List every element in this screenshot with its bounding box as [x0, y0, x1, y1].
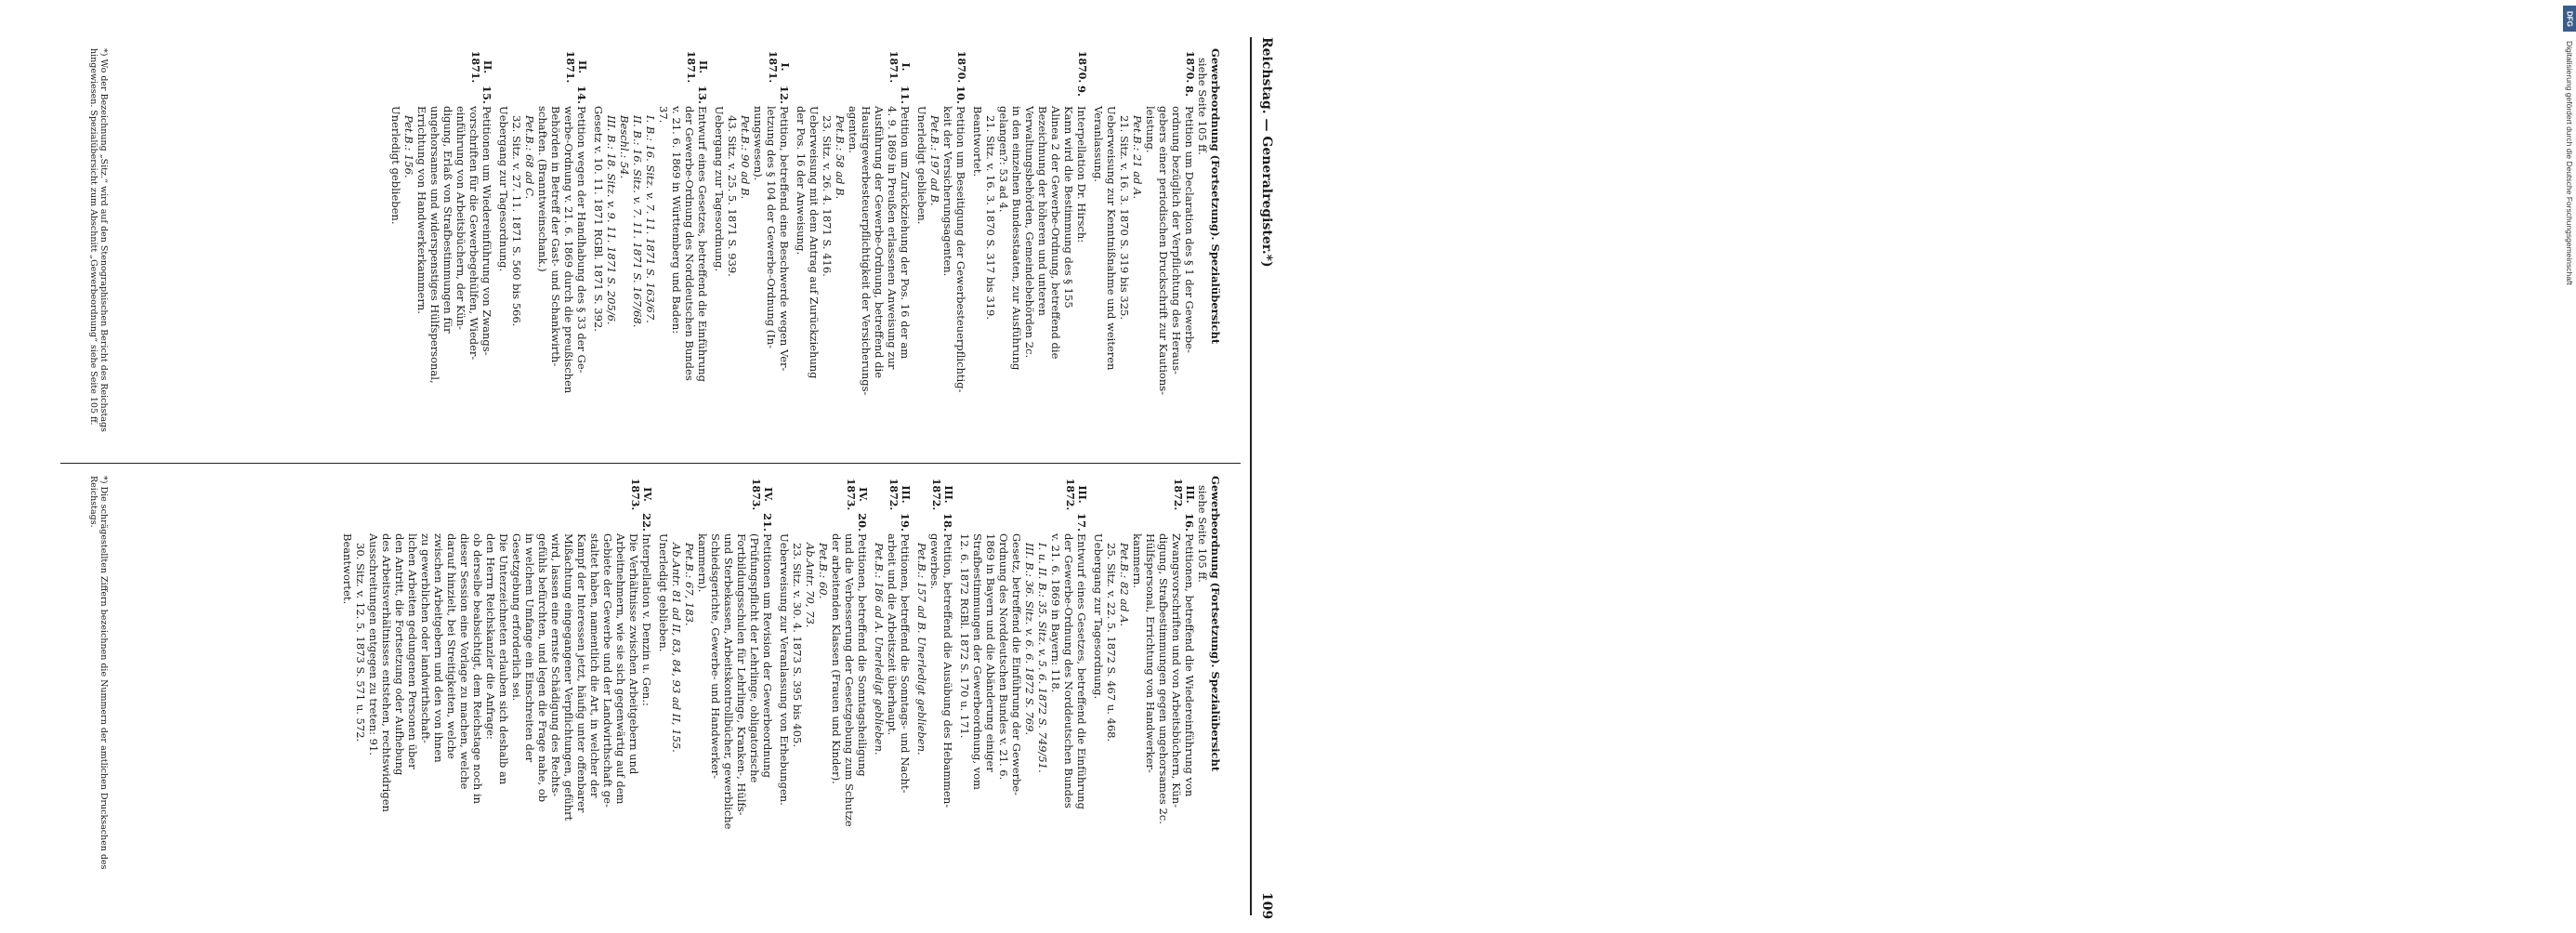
entry-line: Petition, betreffend eine Beschwerde wegen Ver-	[778, 106, 791, 372]
register-entry	[915, 476, 954, 848]
entry-line: Petition um Zurückziehung der Pos. 16 der am	[899, 106, 912, 360]
entry-line: 30. Sitz. v. 12. 5. 1873 S. 571 u. 572.	[354, 543, 367, 742]
dfg-logo-icon: DFG	[2563, 6, 2576, 32]
entry-line: ob derselbe beabsichtigt, dem Reichstage noch in	[471, 533, 484, 805]
entry-line: wird, lassen eine ernste Schädigung des Rechts-	[549, 533, 562, 797]
entry-line: Uebergang zur Tagesordnung.	[1092, 533, 1105, 700]
register-entry	[778, 476, 869, 848]
entry-date: 1870.	[1076, 50, 1088, 84]
column-intro-line: Gewerbeordnung (Fortsetzung). Spezialübersicht	[1209, 48, 1222, 345]
register-entry	[873, 476, 912, 848]
entry-line: Pet.B.: 21 ad A.	[1131, 115, 1144, 200]
entry-date: III. 1872.	[1064, 478, 1088, 511]
entry-line: der Gewerbe-Ordnung des Norddeutschen Bundes	[683, 106, 696, 381]
entry-line: I. B.: 16. Sitz. v. 7. 11. 1871 S. 163/67.	[644, 115, 657, 323]
entry-line: I. u. II. B.: 35. Sitz. v. 5. 6. 1872 S. 749/51.	[1036, 543, 1049, 773]
entry-date: II. 1871.	[685, 50, 709, 84]
entry-line: agenten.	[847, 106, 860, 153]
entry-line: Ueberweisung mit dem Antrag auf Zurückziehung	[808, 106, 821, 379]
column-divider	[60, 463, 1241, 464]
entry-line: v. 21. 6. 1869 in Württemberg und Baden:	[670, 106, 683, 335]
register-entry	[915, 48, 967, 420]
entry-body	[915, 106, 967, 420]
entry-line: 21. Sitz. v. 16. 3. 1870 S. 317 bis 319.	[984, 115, 997, 321]
entry-line: darauf hinzielt, bei Streitigkeiten, welche	[445, 533, 458, 759]
entry-date: I. 1871.	[887, 50, 912, 84]
entry-line: Pet.B.: 156.	[402, 115, 415, 178]
entry-body	[657, 533, 774, 848]
entry-number: 10.	[954, 85, 967, 105]
entry-line: Veranlassung.	[1092, 106, 1105, 182]
entry-line: 12. 6. 1872 RGBl. 1872 S. 170 u. 171.	[958, 533, 971, 739]
entry-line: 4. 9. 1869 in Preußen erlassenen Anweisung zur	[886, 106, 899, 370]
entry-line: Behörden in Betreff der Gast- und Schankwirth-	[549, 106, 562, 367]
entry-line: gelangen?: 53 ad 4.	[997, 106, 1010, 213]
entry-body	[1092, 533, 1196, 848]
register-entry	[1092, 476, 1196, 848]
entry-line: Schiedsgerichte, Gewerbe- und Handwerker-	[709, 533, 722, 780]
entry-body	[497, 106, 588, 420]
header-rule	[1250, 37, 1252, 915]
entry-line: 32. Sitz. v. 27. 11. 1871 S. 560 bis 566.	[510, 115, 523, 327]
entry-line: digung, Strafbestimmungen gegen ungehorsames 2c.	[1157, 533, 1170, 824]
entry-line: Beschl.: 54.	[618, 115, 631, 179]
entry-date: I. 1871.	[767, 50, 791, 84]
footnote-left: *) Wo der Bezeichnung „Sitz.“ wird auf den Stenographischen Bericht des Reichstags hingewiesen. Spezialübersicht zum Abschnitt „Gewerbeordnung“ siehe Seite 105 ff.	[88, 48, 109, 432]
entry-line: leistung.	[1144, 106, 1157, 153]
register-entry	[713, 48, 791, 420]
entry-number: 15.	[480, 85, 493, 105]
entry-line: werbe-Ordnung v. 21. 6. 1869 durch die preußischen	[562, 106, 575, 394]
entry-line: (Prüfungspflicht der Lehrlinge, obligatorische	[748, 533, 761, 783]
entry-line: Pet.B.: 68 ad C.	[523, 115, 536, 200]
running-header: Reichstag. — Generalregister.*)	[1259, 37, 1274, 268]
entry-number: 9.	[1075, 85, 1088, 98]
entry-line: Fortbildungsschulen für Lehrlinge, Kranken-, Hülfs-	[735, 533, 748, 816]
register-entry	[1092, 48, 1196, 420]
entry-line: Pet.B.: 197 ad B.	[928, 115, 941, 206]
entry-line: II. B.: 16. Sitz. v. 7. 11. 1871 S. 167/68.	[631, 115, 644, 328]
entry-line: der Gewerbe-Ordnung des Norddeutschen Bundes	[1062, 533, 1075, 808]
entry-line: Unerledigt geblieben.	[657, 533, 670, 652]
entry-body	[1092, 106, 1196, 420]
entry-line: vorschriften für die Gewerbegehülfen, Wieder-	[467, 106, 480, 361]
entry-date: III. 1872.	[1172, 478, 1196, 511]
entry-number: 19.	[899, 513, 912, 532]
entry-line: Petitionen um Revision der Gewerbeordnung	[761, 533, 774, 778]
entry-line: 23. Sitz. v. 30. 4. 1873 S. 395 bis 405.	[791, 543, 804, 748]
entry-body	[389, 106, 493, 420]
entry-line: 23. Sitz. v. 26. 4. 1871 S. 416.	[821, 115, 834, 277]
entry-line: III. B.: 36. Sitz. v. 6. 6. 1872 S. 769.	[1023, 543, 1036, 736]
register-entry	[497, 48, 588, 420]
entry-line: Ausschreitungen entgegen zu treten: 91.	[367, 533, 380, 756]
entry-line: digung, Erlaß von Strafbestimmungen für	[441, 106, 454, 334]
entry-line: Ordnung des Norddeutschen Bundes v. 21. 6.	[997, 533, 1010, 781]
entry-line: kammern).	[696, 533, 709, 593]
column-intro-line: Gewerbeordnung (Fortsetzung). Spezialübersicht	[1209, 476, 1222, 772]
entry-line: III. B.: 18. Sitz. v. 9. 11. 1871 S. 205/6.	[605, 115, 618, 325]
entry-line: Entwurf eines Gesetzes, betreffend die Einführung	[1075, 533, 1088, 809]
entry-line: Pet.B.: 82 ad A.	[1118, 543, 1131, 627]
entry-number: 11.	[899, 85, 912, 105]
entry-line: Errichtung von Handwerkerkammern.	[415, 106, 428, 314]
entry-body	[341, 533, 653, 848]
entry-line: Gebiete der Gewerbe und der Landwirthschaft ge-	[601, 533, 614, 808]
register-entry	[958, 476, 1088, 848]
digitization-sidebar	[1279, 0, 2574, 929]
entry-line: Pet.B.: 186 ad A. Unerledigt geblieben.	[873, 543, 886, 756]
entry-number: 20.	[856, 513, 869, 532]
entry-line: 1869 in Bayern und die Abänderung einiger	[984, 533, 997, 772]
entry-body	[592, 106, 709, 420]
entry-line: Kann wird die Bestimmung des § 155	[1062, 106, 1075, 309]
entry-line: Verwaltungsbehörden, Gemeindebehörden 2c.	[1023, 106, 1036, 359]
entry-line: Petitionen um Wiedereinführung von Zwangs-	[480, 106, 493, 356]
entry-body	[778, 533, 869, 848]
entry-line: Strafbestimmungen der Gewerbeordnung, vom	[971, 533, 984, 790]
entry-line: nungswesen).	[752, 106, 765, 181]
entry-number: 18.	[941, 513, 954, 532]
entry-line: Pet.B.: 60.	[817, 543, 830, 599]
entry-line: und Sterbekassen, Arbeitskontrollbücher, gewerbliche	[722, 533, 735, 830]
entry-line: Interpellation Dr. Hirsch:	[1075, 106, 1088, 243]
entry-line: den Herrn Reichskanzler die Anfrage:	[484, 533, 497, 740]
entry-body	[795, 106, 912, 420]
entry-line: Gesetz, betreffend die Einführung der Gewerbe-	[1010, 533, 1023, 796]
entry-number: 14.	[575, 85, 588, 105]
entry-number: 13.	[696, 85, 709, 105]
entry-body	[915, 533, 954, 848]
entry-line: Petition um Beseitigung der Gewerbesteuerpflichtig-	[954, 106, 967, 393]
entry-number: 16.	[1183, 513, 1196, 532]
entry-line: Bezeichnung der höheren und unteren	[1036, 106, 1049, 316]
column-intro-line: siehe Seite 105 ff.	[1196, 485, 1209, 583]
entry-body	[971, 106, 1088, 420]
entry-line: Alinea 2 der Gewerbe-Ordnung, betreffend die	[1049, 106, 1062, 360]
entry-line: Petition um Declaration des § 1 der Gewerbe-	[1183, 106, 1196, 353]
entry-line: Petition wegen der Handhabung des § 33 der Ge-	[575, 106, 588, 374]
entry-body	[958, 533, 1088, 848]
entry-line: keit der Versicherungsagenten.	[941, 106, 954, 277]
entry-body	[873, 533, 912, 848]
entry-date: II. 1871.	[564, 50, 588, 84]
entry-line: arbeit und die Arbeitszeit überhaupt.	[886, 533, 899, 736]
entry-line: ungehorsames und widerspenstiges Hülfspersonal,	[428, 106, 441, 384]
register-entry	[657, 476, 774, 848]
entry-line: ordnung bezüglich der Verpflichtung des Heraus-	[1170, 106, 1183, 375]
entry-line: Pet.B.: 157 ad B. Unerledigt geblieben.	[915, 543, 928, 756]
entry-line: Arbeitnehmern, wie sie sich gegenwärtig auf dem	[614, 533, 627, 805]
entry-line: Petitionen, betreffend die Sonntagsheiligung	[856, 533, 869, 777]
entry-line: Interpellation v. Denzin u. Gen.:	[640, 533, 653, 706]
entry-line: gefühls befürchten, und legen die Frage nahe, ob	[536, 533, 549, 803]
entry-line: in den einzelnen Bundesstaaten, zur Ausführung	[1010, 106, 1023, 371]
entry-line: Zwangsvorschriften und von Arbeitsbüchern, Kün-	[1170, 533, 1183, 808]
entry-line: staltet haben, namentlich die Art, in welcher der	[588, 533, 601, 798]
entry-line: 25. Sitz. v. 22. 5. 1872 S. 467 u. 468.	[1105, 543, 1118, 742]
entry-line: Kampf der Interessen jetzt, häufig unter offenbarer	[575, 533, 588, 813]
entry-line: 43. Sitz. v. 25. 5. 1871 S. 939.	[726, 115, 739, 277]
entry-line: zwischen Arbeitgebern und den von ihnen	[432, 533, 445, 763]
page-number: 109	[1259, 892, 1274, 920]
entry-line: Beantwortet.	[341, 533, 354, 605]
register-entry	[795, 48, 912, 420]
entry-line: zu gewerblichen oder landwirthschaft-	[419, 533, 432, 743]
entry-line: Pet.B.: 90 ad B.	[739, 115, 752, 200]
entry-date: 1870.	[955, 50, 967, 84]
entry-number: 17.	[1075, 513, 1088, 532]
entry-line: lichen Arbeiten gedungenen Personen über	[406, 533, 419, 769]
entry-line: in welchem Umfange ein Einschreiten der	[523, 533, 536, 763]
entry-line: Unerledigt geblieben.	[915, 106, 928, 225]
entry-date: IV. 1873.	[750, 478, 774, 511]
entry-line: Hülfspersonal, Errichtung von Handwerker-	[1144, 533, 1157, 773]
entry-number: 12.	[778, 85, 791, 105]
entry-line: Die Verhältnisse zwischen Arbeitgebern und	[627, 533, 640, 775]
entry-line: Mißachtung eingegangener Verpflichtungen, geführt	[562, 533, 575, 821]
entry-line: Hausirgewerbesteuerpflichtigkeit der Versicherungs-	[860, 106, 873, 396]
register-entry	[341, 476, 653, 848]
right-column	[337, 476, 1222, 848]
entry-date: III. 1872.	[887, 478, 912, 511]
entry-line: gewerbes.	[928, 533, 941, 590]
entry-line: Ausführung der Gewerbe-Ordnung, betreffend die	[873, 106, 886, 379]
entry-line: gebers einer periodischen Druckschrift zur Kautions-	[1157, 106, 1170, 396]
entry-line: v. 21. 6. 1869 in Bayern: 118.	[1049, 533, 1062, 693]
entry-line: kammern.	[1131, 533, 1144, 588]
entry-line: Uebergang zur Tagesordnung.	[497, 106, 510, 272]
entry-line: Unerledigt geblieben.	[389, 106, 402, 225]
entry-date: III. 1872.	[930, 478, 954, 511]
entry-line: Die Unterzeichneten erlauben sich deshalb an	[497, 533, 510, 785]
entry-line: den Antritt, die Fortsetzung oder Aufhebung	[393, 533, 406, 776]
entry-line: 37.	[657, 106, 670, 124]
entry-line: Petitionen, betreffend die Sonntags- und Nacht-	[899, 533, 912, 794]
entry-line: Petition, betreffend die Ausübung des Hebammen-	[941, 533, 954, 808]
entry-line: der Pos. 16 der Anweisung.	[795, 106, 808, 256]
dfg-credit-text: Digitalisierung gefördert durch die Deutsche Forschungsgemeinschaft	[2565, 41, 2574, 285]
entry-line: Beantwortet.	[971, 106, 984, 177]
register-entry	[971, 48, 1088, 420]
entry-line: Gesetzgebung erforderlich sei.	[510, 533, 523, 702]
entry-line: und die Verbesserung der Gesetzgebung zum Schutze	[843, 533, 856, 827]
entry-number: 22.	[640, 513, 653, 532]
entry-line: Ab.Antr. 70, 73.	[804, 543, 817, 628]
entry-number: 21.	[761, 513, 774, 532]
entry-line: einführung von Arbeitsbüchern, der Kün-	[454, 106, 467, 330]
entry-date: 1870.	[1184, 50, 1196, 84]
entry-line: Entwurf eines Gesetzes, betreffend die Einführung	[696, 106, 709, 382]
entry-line: schaften. (Branntweinschank.)	[536, 106, 549, 272]
entry-line: 21. Sitz. v. 16. 3. 1870 S. 319 bis 325.	[1118, 115, 1131, 321]
entry-date: IV. 1873.	[845, 478, 869, 511]
column-intro-line: siehe Seite 105 ff.	[1196, 58, 1209, 155]
entry-line: Gesetz v. 10. 11. 1871 RGBl. 1871 S. 392.	[592, 106, 605, 332]
entry-line: Pet.B.: 67, 183.	[683, 543, 696, 626]
entry-line: Pet.B.: 58 ad B.	[834, 115, 847, 200]
entry-body	[713, 106, 791, 420]
entry-line: Ab.Antr. 81 ad II, 83, 84, 93 ad II, 155.	[670, 543, 683, 753]
entry-line: dieser Session eine Vorlage zu machen, welche	[458, 533, 471, 790]
entry-line: Ueberweisung zur Kenntnißnahme und weiteren	[1105, 106, 1118, 371]
entry-date: II. 1871.	[469, 50, 493, 84]
entry-line: Uebergang zur Tagesordnung.	[713, 106, 726, 272]
register-entry	[592, 48, 709, 420]
left-column	[386, 48, 1222, 420]
entry-line: der arbeitenden Klassen (Frauen und Kinder).	[830, 533, 843, 784]
entry-number: 8.	[1183, 85, 1196, 98]
entry-line: Petitionen, betreffend die Wiedereinführung von	[1183, 533, 1196, 797]
entry-line: letzung des § 104 der Gewerbe-Ordnung (In-	[765, 106, 778, 349]
footnote-right: *) Die schrägestellten Ziffern bezeichnen die Nummern der amtlichen Drucksachen des Reichstags.	[88, 476, 109, 870]
entry-date: IV. 1873.	[629, 478, 653, 511]
register-entry	[389, 48, 493, 420]
entry-line: Ueberweisung zur Veranlassung von Erhebungen.	[778, 533, 791, 806]
entry-line: des Arbeitsverhältnisses entstehen, rechtswidrigen	[380, 533, 393, 812]
